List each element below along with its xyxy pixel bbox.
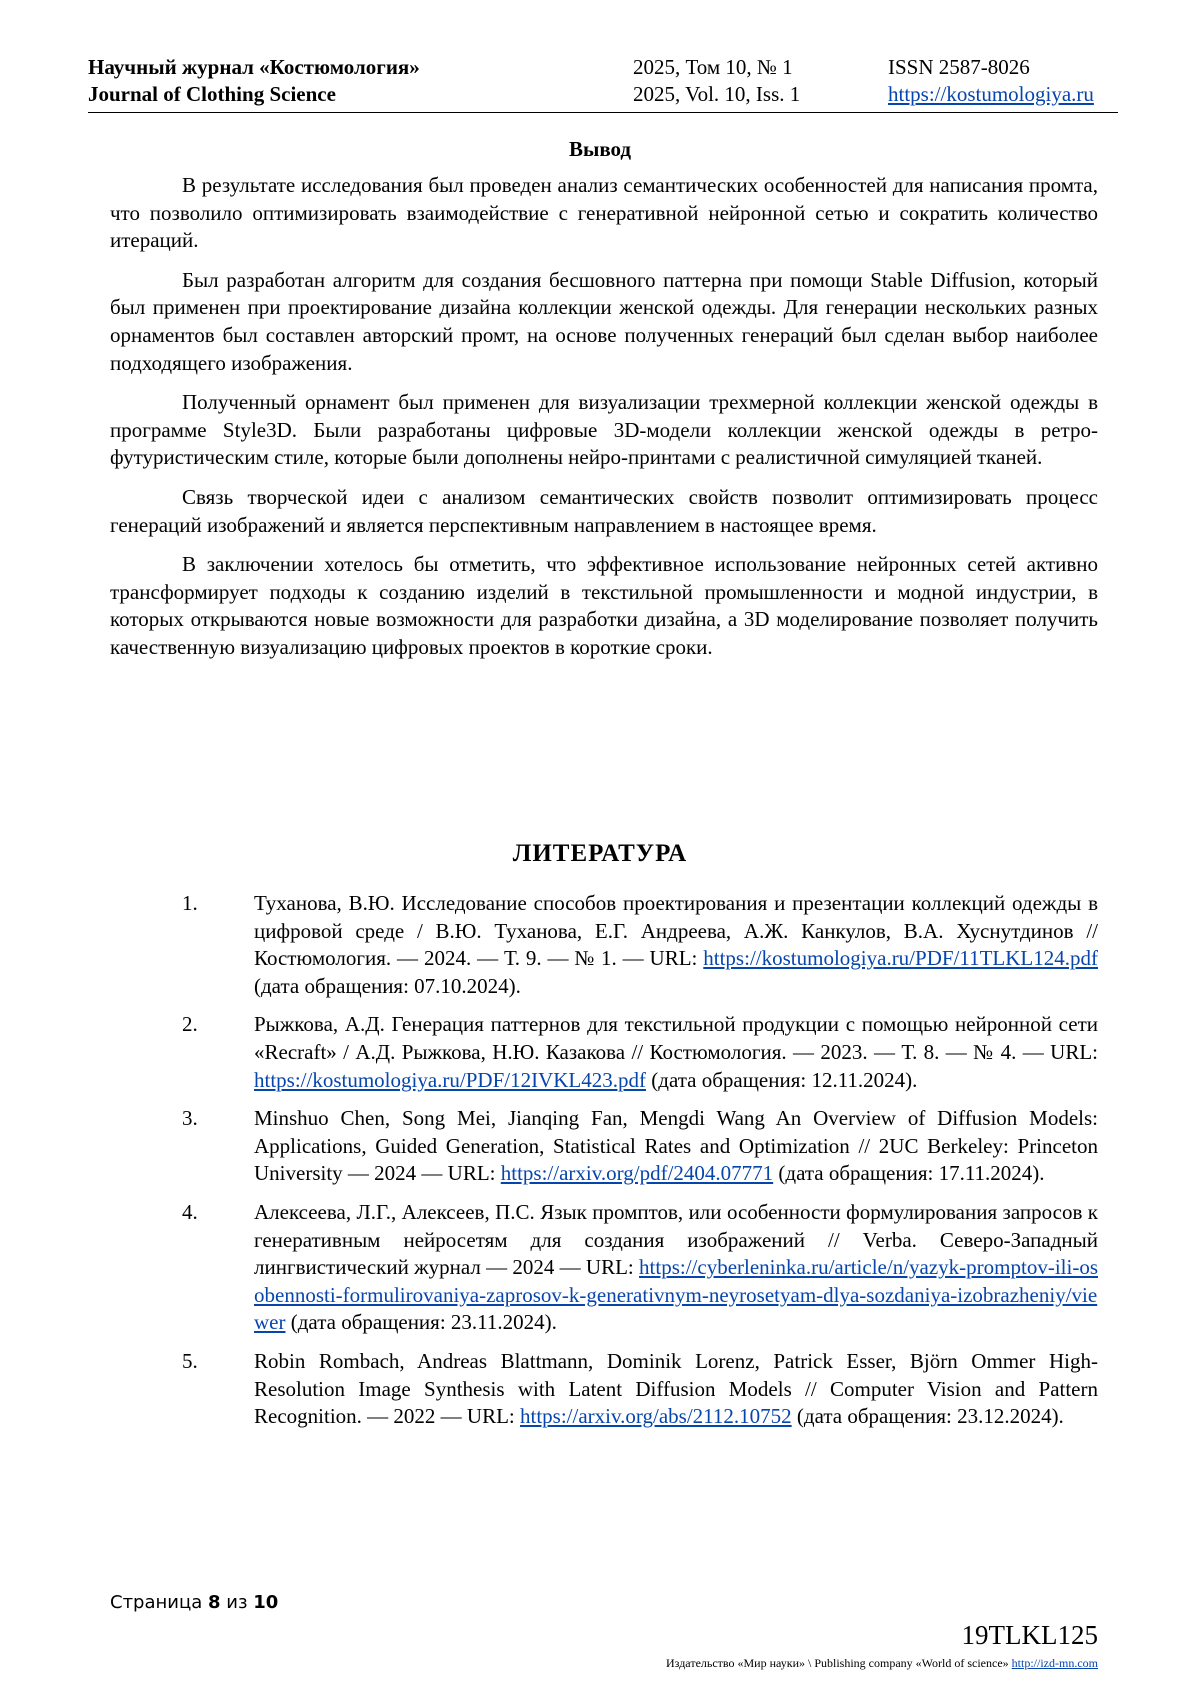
reference-access-date: (дата обращения: 17.11.2024). xyxy=(773,1161,1045,1186)
reference-number: 3. xyxy=(182,1106,198,1131)
publisher-link[interactable]: http://izd-mn.com xyxy=(1011,1656,1098,1670)
reference-item xyxy=(110,1011,1098,1094)
conclusion-body xyxy=(110,172,1098,674)
reference-number: 5. xyxy=(182,1348,198,1373)
journal-title-ru: Научный журнал «Костюмология» xyxy=(88,55,420,79)
reference-access-date: (дата обращения: 07.10.2024). xyxy=(254,973,521,998)
page-label: Страница xyxy=(110,1592,203,1613)
journal-title xyxy=(88,54,420,108)
page-current: 8 xyxy=(208,1592,221,1613)
reference-text xyxy=(254,1011,1098,1094)
page-header xyxy=(88,54,1118,113)
issn-block xyxy=(888,54,1094,108)
literature-title: ЛИТЕРАТУРА xyxy=(512,840,688,867)
reference-item xyxy=(110,1199,1098,1337)
reference-citation: Minshuo Chen, Song Mei, Jianqing Fan, Mengdi Wang An Overview of Diffusion Models: Applications, Guided Generation, Statistical Rates and Optimization // 2UC Berkeley: Princeton University — 2024 — URL: xyxy=(254,1106,1098,1186)
reference-list xyxy=(110,890,1098,1442)
conclusion-paragraph: Был разработан алгоритм для создания бесшовного паттерна при помощи Stable Diffusion, который был применен при проектирование дизайна коллекции женской одежды. Для генерации нескольких разных орнаментов был составлен авторский промт, на основе полученных генераций был сделан выбор наиболее подходящего изображения. xyxy=(110,267,1098,375)
reference-number: 1. xyxy=(182,891,198,915)
page-number xyxy=(110,1592,278,1613)
issn: ISSN 2587-8026 xyxy=(888,55,1030,79)
issue-ru: 2025, Том 10, № 1 xyxy=(633,55,793,79)
reference-link[interactable]: https://arxiv.org/abs/2112.10752 xyxy=(520,1404,792,1429)
reference-citation: Robin Rombach, Andreas Blattmann, Dominik Lorenz, Patrick Esser, Björn Ommer High-Resolution Image Synthesis with Latent Diffusion Models // Computer Vision and Pattern Recognition. — 2022 — URL: xyxy=(254,1348,1098,1429)
reference-link[interactable]: https://cyberleninka.ru/article/n/yazyk-promptov-ili-osobennosti-formulirovaniya-zaprosov-k-generativnym-neyrosetyam-dlya-sozdaniya-izobrazheniy/viewer xyxy=(254,1255,1098,1335)
publisher-name: Издательство «Мир науки» \ Publishing company «World of science» xyxy=(666,1656,1009,1670)
page-total: 10 xyxy=(253,1592,279,1613)
reference-text xyxy=(254,1199,1098,1337)
publisher-line xyxy=(666,1656,1098,1671)
reference-number: 4. xyxy=(182,1199,198,1224)
journal-site-link[interactable]: https://kostumologiya.ru xyxy=(888,82,1094,106)
page-of: из xyxy=(226,1592,248,1613)
issue-info xyxy=(633,54,800,108)
conclusion-paragraph: В результате исследования был проведен анализ семантических особенностей для написания промта, что позволило оптимизировать взаимодействие с генеративной нейронной сетью и сократить количество итераций. xyxy=(110,173,1098,253)
reference-citation: Туханова, В.Ю. Исследование способов проектирования и презентации коллекций одежды в цифровой среде / В.Ю. Туханова, Е.Г. Андреева, А.Ж. Канкулов, В.А. Хуснутдинов // Костюмология. — 2024. — Т. 9. — № 1. — URL: xyxy=(254,891,1098,971)
reference-citation: Рыжкова, А.Д. Генерация паттернов для текстильной продукции с помощью нейронной сети «Recraft» / А.Д. Рыжкова, Н.Ю. Казакова // Костюмология. — 2023. — Т. 8. — № 4. — URL: xyxy=(254,1012,1098,1064)
conclusion-paragraph: Полученный орнамент был применен для визуализации трехмерной коллекции женской одежды в программе Style3D. Были разработаны цифровые 3D-модели коллекции женской одежды в ретро-футуристическим стиле, которые были дополнены нейро-принтами с реалистичной симуляцией тканей. xyxy=(110,390,1098,470)
reference-text xyxy=(254,890,1098,1000)
conclusion-paragraph: В заключении хотелось бы отметить, что эффективное использование нейронных сетей активно трансформирует подходы к созданию изделий в текстильной промышленности и модной индустрии, в которых открываются новые возможности для разработки дизайна, а 3D моделирование позволяет получить качественную визуализацию цифровых проектов в короткие сроки. xyxy=(110,552,1098,659)
reference-access-date: (дата обращения: 12.11.2024). xyxy=(646,1067,918,1092)
reference-item xyxy=(110,1105,1098,1188)
reference-link[interactable]: https://arxiv.org/pdf/2404.07771 xyxy=(500,1161,774,1186)
reference-number: 2. xyxy=(182,1012,198,1037)
reference-access-date: (дата обращения: 23.11.2024). xyxy=(285,1310,557,1335)
reference-access-date: (дата обращения: 23.12.2024). xyxy=(791,1404,1064,1429)
reference-item xyxy=(110,890,1098,1000)
document-code: 19TLKL125 xyxy=(961,1620,1098,1650)
reference-item xyxy=(110,1348,1098,1431)
reference-link[interactable]: https://kostumologiya.ru/PDF/12IVKL423.pdf xyxy=(254,1067,647,1092)
reference-link[interactable]: https://kostumologiya.ru/PDF/11TLKL124.pdf xyxy=(703,946,1098,971)
conclusion-title: Вывод xyxy=(568,137,632,161)
reference-text xyxy=(254,1105,1098,1188)
reference-citation: Алексеева, Л.Г., Алексеев, П.С. Язык промптов, или особенности формулирования запросов к генеративным нейросетям для создания изображений // Verba. Северо-Западный лингвистический журнал — 2024 — URL: xyxy=(254,1199,1098,1280)
reference-text xyxy=(254,1348,1098,1431)
issue-en: 2025, Vol. 10, Iss. 1 xyxy=(633,82,801,106)
journal-title-en: Journal of Clothing Science xyxy=(88,82,336,106)
conclusion-paragraph: Связь творческой идеи с анализом семантических свойств позволит оптимизировать процесс генераций изображений и является перспективным направлением в настоящее время. xyxy=(110,484,1098,537)
